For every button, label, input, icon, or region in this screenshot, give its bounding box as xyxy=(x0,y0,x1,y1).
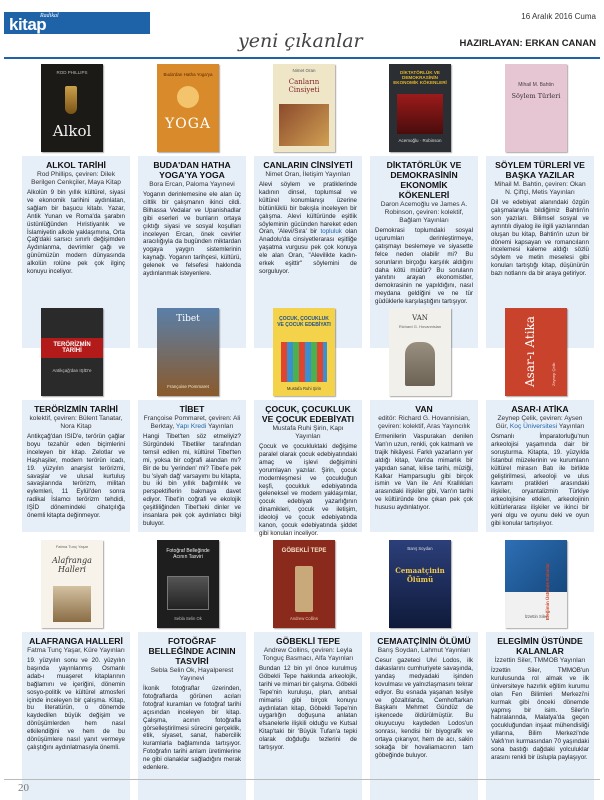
book-cover-alafranga-halleri[interactable] xyxy=(41,540,103,628)
book-credits: Bora Ercan, Paloma Yayınevi xyxy=(149,181,235,188)
book-card-van[interactable] xyxy=(370,308,478,512)
cover-title: Fotoğraf Belleğinde Acının Tasviri xyxy=(166,548,210,560)
cover-subtitle: Buda'dan Hatha Yoga'ya xyxy=(163,72,213,77)
book-credits: Mihail M. Bahtin, çeviren: Okan N. Çiftçi, Metis Yayınları xyxy=(494,181,586,196)
book-credits: kolektif, çeviren: Bülent Tanatar, Nora Kitap xyxy=(29,415,123,430)
page-number: 20 xyxy=(18,782,29,794)
book-title: TİBET xyxy=(179,404,205,414)
book-credits: Françoise Pommaret, çeviren: Ali Berktay, Yapı Kredi Yayınları xyxy=(143,415,241,430)
cover-illustration xyxy=(167,576,209,610)
cover-author: Mihail M. Bahtin xyxy=(518,82,554,88)
logo-small-text: Radikal xyxy=(40,13,59,19)
book-card-terorizmin-tarihi[interactable] xyxy=(22,308,130,520)
cover-author: Sebla Selin Ok xyxy=(174,616,202,621)
book-cover-alkol[interactable] xyxy=(41,64,103,152)
book-title: TERÖRİZMİN TARİHİ xyxy=(34,404,118,414)
cover-title: Eleğimin Üstünde Kalanlar xyxy=(545,562,550,620)
book-description: İzzettin Siler, TMMOB'un kurulusunda rol almak ve ilk üniversiteye hazırlık eğitim kurumu olan Fen Bilimleri Merkezi'ni kurmak gibi önceki dönemde yapmış bir isim. Siler'in hatıralarında, Malatya'da geçen çocukluğundan inşaat mühendisliği yıllarına, Bilim Merkezi'nde Vakfı'nın kurmasından 70 yaşındaki sona bastığı dağdaki yolculuklar arasını renkli bir üslupla paylaşıyor. xyxy=(491,667,589,761)
book-title: BUDA'DAN HATHA YOGA'YA YOGA xyxy=(153,160,231,180)
cover-title: Canların Cinsiyeti xyxy=(288,78,320,94)
book-card-fotograf-bellegi[interactable] xyxy=(138,540,246,772)
book-credits: Sebla Selin Ok, Hayalperest Yayınevi xyxy=(150,667,234,682)
page-header xyxy=(0,0,604,52)
header-divider xyxy=(4,57,600,59)
section-title: yeni çıkanlar xyxy=(238,30,363,52)
cover-title: ÇOCUK, ÇOCUKLUK VE ÇOCUK EDEBİYATI xyxy=(277,316,331,328)
book-description: Çocuk ve çocukluktaki değişime paralel olarak çocuk edebiyatındaki amaç ve işlevi değişimini yorumlayan yazılar. Şirin, çocuk modernleşmesi ve çocukluğun keşfi, çocukluk edebiyatında geleneksel ve modern yaklaşımlar, çocuk edebiyatı yazarlığının dinamikleri, çocuk ve iletişim, ideoloji ve çocuk edebiyatında kanon, çocuk edebiyatında şiddet gibi konuları inceliyor. xyxy=(259,443,357,537)
book-description: İkonik fotoğraflar üzerinden, fotoğraflarda görünen acıları fotoğraf kuramları ve fotoğraf tarihi açısından inceleyen bir kitap. Çalışma, acının fotoğrafla görselleştirilmesi sürecini gerçeklik, etik, siyaset, sanat, habercilik kuramlarla bağlamında tartışıyor. Fotoğrafın tarihi anlam üretimlerine ne gibi olanaklar sağladığını merak edenlere. xyxy=(143,685,241,772)
book-title: ALAFRANGA HALLERİ xyxy=(29,636,123,646)
cover-author: Nimet Oran xyxy=(292,68,316,73)
book-cover-gobekli-tepe[interactable] xyxy=(273,540,335,628)
publication-logo[interactable] xyxy=(4,12,150,34)
book-description: Alkolün 9 bin yıllık kültürel, siyasi ve ekonomik tarihini aydınlatan, sağlam bir başucu kitabı. Yazar, Antik Yunan ve Roma'da şarabın üstünlüğünden Hıristiyanlık ve İslamiyetin alkole yaklaşımına, Orta Çağ'daki sarsıcı sınırlı değişimden Aydınlanma, devrimler çağı ve günümüzün modern dünyasında alkolün rolüne pek çok ilginç konuyu inceliyor. xyxy=(27,189,125,276)
book-description: Bundan 12 bin yıl önce kurulmuş Göbekli Tepe hakkında arkeolojik, tarihi ve mimari bir çalışma. Göbekli Tepe'nin kuruluşu, plan, anıtsal mimarisi gibi birçok konuyu aydınlatan kitap, Göbekli Tepe'nin uygarlığın doğuşuna anlatan efsanelerle ilişkili olduğu ve Kutsal Kitap'taki bir 'Büyük Tufan'a tepki olarak doğduğu tezlerini de tartışıyor. xyxy=(259,665,357,752)
book-cover-cemaatcinin-olumu[interactable] xyxy=(389,540,451,628)
book-title: VAN xyxy=(415,404,433,414)
book-card-canlarin-cinsiyeti[interactable] xyxy=(254,64,362,275)
cover-title: VAN xyxy=(412,314,428,322)
cover-illustration xyxy=(397,94,443,134)
cover-author: İzzettin Siler xyxy=(524,614,548,619)
cover-illustration xyxy=(281,342,327,382)
book-card-soylem-turleri[interactable] xyxy=(486,64,594,278)
book-cover-van[interactable] xyxy=(389,308,451,396)
book-description: 19. yüzyılın sonu ve 20. yüzyılın başında yayınlanmış Osmanlı adab-ı muaşeret kitaplarının bağlamını ve içeriğini, dönemin sosyo-politik ve kültürel atmosferi içinde inceleyen bir çalışma. Kitap, bu literatürün, o dönemde kaydedilen büyük değişim ve dönüşümlerden hem nasıl etkilendiğini ve hem de bu dönüşümlere nasıl yanıt vermeye çalıştığını aydınlatmasıyla önemli. xyxy=(27,657,125,751)
highlight-link[interactable]: topluluk xyxy=(320,228,342,236)
book-card-cemaatcinin-olumu[interactable] xyxy=(370,540,478,759)
cover-title: Cemaatçinin Ölümü xyxy=(395,566,445,584)
book-title: CANLARIN CİNSİYETİ xyxy=(263,160,353,170)
book-description: Cesur gazeteci Ulvi Lodos, ilk dakaslarını cumhuriyete savaşında, yandaş medyadaki işinden kovulması ve yalnızlaşmasını tekrar ediyor. Bu esnada yaşanan tesilye ve gözaltılarda, Cemhoftarkan Başkanı Mehmet Gündüz de işkencede öldürülmüştür. Bu okuyucuyu kaydeden Lodos'un sonrası, kendisi bir biyografik ve ortaya çıkarıyor, hem de acı, sakin sokağa bir hovaliamacının tam göbeğinde buluyor. xyxy=(375,657,474,759)
book-description: Antikçağ'dan ISID'e, terörün çağlar boyu tezahür eden biçimlerini inceleyen bir kitap. Zelotlar ve Haşhaşiler, modern terörün icadı, 19. yüzyılın anarşist terörizmi, savaşlar ve ulusal kurtuluş savaşlarında terörizm, militan eylemleri, 11 Eylül'den sonra radikal İslamcı terörizm tehdidi, IŞİD dönemindeki cihatçılığa önemli kitapta değinmeyor. xyxy=(27,433,125,520)
book-credits: Fatma Tunç Yaşar, Küre Yayınları xyxy=(27,647,125,654)
highlight-link[interactable]: Yapı Kredi xyxy=(175,423,207,430)
book-card-alkol[interactable] xyxy=(22,64,130,276)
book-card-elegimin-ustunde[interactable] xyxy=(486,540,594,761)
book-card-tibet[interactable] xyxy=(138,308,246,527)
book-cover-fotograf-bellegi[interactable] xyxy=(157,540,219,628)
cover-title: GÖBEKLİ TEPE xyxy=(281,548,327,554)
cover-author: Richard G. Hovannisian xyxy=(398,324,442,329)
cover-title: Söylem Türleri xyxy=(511,92,561,100)
cover-author: Andrew Collins xyxy=(290,616,318,621)
book-card-gobekli-tepe[interactable] xyxy=(254,540,362,752)
highlight-link[interactable]: Koç Üniversitesi xyxy=(509,423,558,430)
cover-illustration xyxy=(279,104,329,146)
book-cover-asar-i-atika[interactable] xyxy=(505,308,567,396)
book-description: Yoganın derinlemesine ele alan üç ciltlik bir çalışmanın ikinci cildi. Bilhassa Vedalar ve Upanishadlar gibi eserleri ve bunların ortaya çıktığı siyasi ve sosyal koşulları inceleyen Ercan, önek cevirler aracılığıyla da bugünden miktardan yogaya yaygın sistemlerinin kaynağı. Yoganın tarihçesi, kültürü, gelenek ve felsefesi hakkında aydınlanmak isteyenlere. xyxy=(143,191,241,278)
cover-author: Mustafa Ruhi Şirin xyxy=(286,386,322,391)
book-card-cocuk-edebiyati[interactable] xyxy=(254,308,362,537)
book-title: DİKTATÖRLÜK VE DEMOKRASİNİN EKONOMİK KÖKENLERİ xyxy=(386,160,462,200)
book-title: ASAR-I ATİKA xyxy=(511,404,569,414)
book-description: Osmanlı İmparatorluğu'nun arkeolojisi yaşamında dair bir soruşturma. Kitapta, 19. yüzyılda İstanbul müzelerinin ve kurumların kültürel mirasın Batı ile birlikte geliştirilmesi, arkeoloji ve ulus kavramı pratikleri arasındaki ilişkiler, oryantalizmin Türkiye arkeolojisine etkileri, arkeolojinin kültürlerarası ilişkiler ve ikinci bir yeni olgu ve oyunu deki ve oyun gibi konular tartışılıyor. xyxy=(491,433,589,527)
book-card-yoga[interactable] xyxy=(138,64,246,278)
book-cover-cocuk-edebiyati[interactable] xyxy=(273,308,335,396)
book-description: Demokrasi toplumdaki sosyal uçurumları derinleştirmeye, çatışmayı beslemeye ve siyasette felce neden olabilir mi? Bu sorunların birçoğu karşılık aldığını daha kötü müdür? Bu soruların yanıtını arayan ekonomistler, demokrasinin ne yapıldığını, nasıl meydana geldiğini ve ne tür güdüklerle karşılaştığını tartışıyor. xyxy=(375,227,473,306)
byline: HAZIRLAYAN: ERKAN CANAN xyxy=(459,38,596,49)
book-description: Hangi Tibet'ten söz etmeliyiz? Sürgündeki Tibetliler tarafından temsil edilen mi, kültürel Tibet'ten mi, yoksa bir coğrafi alandan mı? Bir de bu 'yerinden' mi? Tibet'e pek bu 'siyah dağ' varsayımı bu kitapta, bu iki bin yıllık bağımlılık ve perspektiflerin bakmaya davet ediyor. Tibet'in coğrafi ve ekolojik çeşitliliğinden Tibet'teki dinler ve insanlara pek çok aydınlatıcı bilgi buluyor. xyxy=(143,433,241,527)
book-credits: Zeynep Çelik, çeviren: Aysen Gür, Koç Üniversitesi Yayınları xyxy=(495,415,585,430)
cover-author: Acemoğlu · Robinson xyxy=(398,138,442,143)
lotus-icon xyxy=(177,86,199,108)
cover-author: ROD PHILLIPS xyxy=(56,70,88,75)
book-title: ELEGİMİN ÜSTÜNDE KALANLAR xyxy=(497,636,583,656)
book-description: Alevi söylem ve pratiklerinde kadının dinsel, toplumsal ve kültürel konumlanışı üzerine bütünlüklü bir bakışla inceleyen bir çalışma. Alevi kültüründe eşitlik söyleminin gücünden hareket eden Oran, 'Alevi/Sıra' bir topluluk olan Anadolu'da cinsiyetlerarası eşitliğe yaşatma vurgusu pek çok konuya ele alan Oran, "Alevilikte kadın-erkek eşittir" söylemini de sorguluyor. xyxy=(259,181,357,275)
cover-illustration xyxy=(53,586,91,622)
book-credits: Daron Acemoğlu ve James A. Robinson, çeviren: kolektif, Bağlam Yayınları xyxy=(380,201,468,224)
book-title: GÖBEKLİ TEPE xyxy=(276,636,340,646)
book-title: FOTOĞRAF BELLEĞİNDE ACININ TASVİRİ xyxy=(148,636,236,666)
cover-author: Françoise Pommaret xyxy=(167,384,209,389)
cover-title: Tibet xyxy=(176,314,200,324)
cover-title: Alafranga Halleri xyxy=(52,556,92,574)
issue-date: 16 Aralık 2016 Cuma xyxy=(521,12,596,21)
cover-title: Alkol xyxy=(52,122,92,140)
book-credits: Barış Soydan, Lahmut Yayınları xyxy=(377,647,471,654)
book-cover-terorizmin-tarihi[interactable] xyxy=(41,308,103,396)
logo-main-text: kitap xyxy=(9,15,47,34)
cover-title: Asar-ı Atika xyxy=(523,316,537,388)
book-credits: Andrew Collins, çeviren: Leyla Tonguç Basmacı, Alfa Yayınları xyxy=(262,647,354,662)
cover-author: Fatma Tunç Yaşar xyxy=(55,544,89,549)
cover-subtitle: Antikçağ'dan IŞİD'e xyxy=(52,368,92,373)
pillar-icon xyxy=(295,566,313,612)
footer-divider xyxy=(4,779,600,780)
book-title: SÖYLEM TÜRLERİ VE BAŞKA YAZILAR xyxy=(495,160,585,180)
book-credits: Rod Phillips, çeviren: Dilek Berilgen Cenkçiler, Maya Kitap xyxy=(31,171,121,186)
book-description: Ermenilerin Vaspurakan denilen Van'ın uzun, renkli, çok katmanlı ve trajik hikâyesi. Farklı yazarların yer aldığı kitap, Van'da mimarlık bir yapıdan sanat, kilise tarihi, müziği, Kalkar Hamparsuglu gibi birçok ismin ve Van ile Ani Krallıkları arasındaki ilişkiler gibi, Van'ın tarihi ve kültüründe öne çıkan pek çok hususu aydınlatıyor. xyxy=(375,433,473,512)
cover-author: Barış Soydan xyxy=(407,546,433,551)
cover-illustration xyxy=(405,342,435,386)
book-credits: Nimet Oran, İletişim Yayınları xyxy=(265,171,351,178)
book-card-alafranga-halleri[interactable] xyxy=(22,540,130,751)
book-credits: editör: Richard G. Hovannisian, çeviren: kolektif, Aras Yayıncılık xyxy=(377,415,471,430)
book-cover-canlarin-cinsiyeti[interactable] xyxy=(273,64,335,152)
book-description: Dil ve edebiyat alanındaki özgün çalışmalarıyla bildiğimiz Bahtin'in son yazıları. Bilimsel sosyal ve ayrıntılı diyalog ile ilgili yazılarından oluşan bu kitap, Bahtin'in uzun bir dönemi kapsayan ve romancıların incelemesi kaleme aldığı sözlü söylem ve metin meselesi gibi konuları tartıştığı kitap, düşünürün bazı notlarını da bir araya getiriyor. xyxy=(491,199,589,278)
book-cover-soylem-turleri[interactable] xyxy=(505,64,567,152)
cover-title: DİKTATÖRLÜK VE DEMOKRASİNİN EKONOMİK KÖKENLERİ xyxy=(393,70,447,85)
book-card-diktatorluk[interactable] xyxy=(370,64,478,306)
cover-title: YOGA xyxy=(164,116,211,132)
cover-author: Zeynep Çelik xyxy=(551,362,556,386)
book-card-asar-i-atika[interactable] xyxy=(486,308,594,527)
book-title: ÇOCUK, ÇOCUKLUK VE ÇOCUK EDEBİYATI xyxy=(261,404,355,424)
book-cover-diktatorluk[interactable] xyxy=(389,64,451,152)
book-cover-tibet[interactable] xyxy=(157,308,219,396)
book-credits: Mustafa Ruhi Şirin, Kapı Yayınları xyxy=(272,425,344,440)
book-cover-elegimin-ustunde[interactable] xyxy=(505,540,567,628)
book-title: CEMAATÇİNİN ÖLÜMÜ xyxy=(377,636,471,646)
book-title: ALKOL TARİHİ xyxy=(46,160,106,170)
cover-title: TERÖRİZMİN TARİHİ xyxy=(53,342,91,354)
book-cover-yoga[interactable] xyxy=(157,64,219,152)
glass-icon xyxy=(65,86,77,114)
book-credits: İzzettin Siler, TMMOB Yayınları xyxy=(494,657,586,664)
